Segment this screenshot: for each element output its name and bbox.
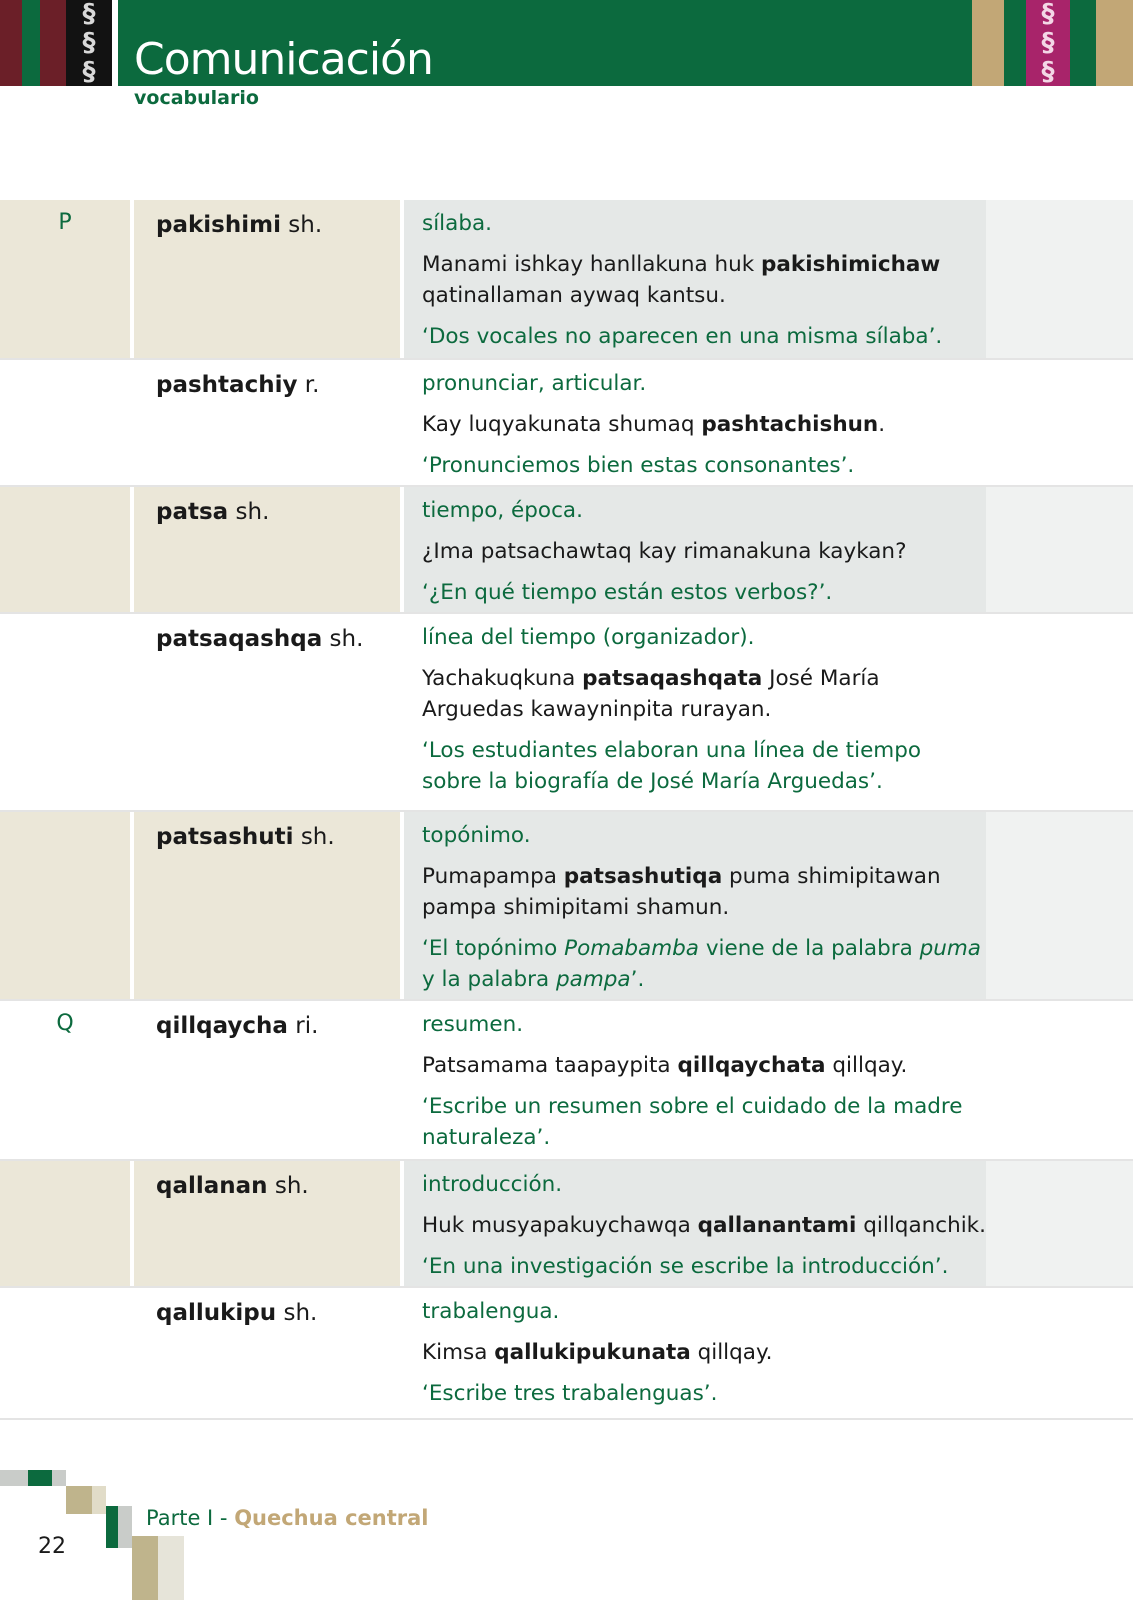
vocabulary-entry [0, 1161, 1133, 1288]
text-segment: puma shimipitawan pampa shimipitami shamun. [422, 864, 941, 920]
footer-block [0, 1470, 28, 1486]
page-title: Comunicación [134, 34, 433, 85]
margin-cell [986, 487, 1133, 612]
text-segment: Pumapampa [422, 864, 564, 889]
grammar-category: sh. [293, 824, 335, 850]
gloss: línea del tiempo (organizador). [422, 625, 755, 650]
text-segment: ‘Pronunciemos bien estas consonantes’. [422, 453, 855, 478]
text-segment: ¿Ima patsachawtaq kay rimanakuna kaykan? [422, 539, 907, 564]
text-segment: Huk musyapakuychawqa [422, 1213, 698, 1238]
definition-cell [404, 1161, 986, 1286]
headword [134, 1161, 400, 1286]
headword [134, 1288, 400, 1418]
text-segment: ‘Los estudiantes elaboran una línea de tiempo sobre la biografía de José María Arguedas’. [422, 738, 922, 794]
header-stripe [972, 0, 1004, 86]
textile-pattern-icon: § § § [1041, 0, 1055, 87]
definition-cell [404, 812, 986, 999]
part-name: Quechua central [234, 1506, 429, 1530]
example-sentence [422, 861, 986, 923]
definition-cell [404, 487, 986, 612]
vocabulary-entry [0, 200, 1133, 360]
grammar-category: sh. [280, 212, 323, 238]
vocabulary-entry [0, 1288, 1133, 1420]
gloss: pronunciar, articular. [422, 371, 647, 396]
gloss: tiempo, época. [422, 498, 583, 523]
index-letter [0, 360, 130, 485]
margin-cell [986, 360, 1133, 485]
margin-cell [986, 812, 1133, 999]
gloss: trabalengua. [422, 1299, 560, 1324]
index-letter [0, 487, 130, 612]
footer-block [66, 1486, 92, 1514]
text-segment: ‘Escribe un resumen sobre el cuidado de la madre naturaleza’. [422, 1094, 963, 1150]
headword-text: patsa [156, 499, 229, 525]
text-segment: pakishimichaw [761, 252, 941, 277]
example-translation [422, 1251, 986, 1282]
header-stripe [1004, 0, 1026, 86]
header-stripe [1070, 0, 1096, 86]
text-segment: ’. [630, 967, 645, 992]
vocabulary-entry [0, 360, 1133, 487]
text-segment: patsaqashqata [582, 666, 763, 691]
page-header [0, 0, 1133, 86]
footer-block [106, 1506, 118, 1548]
footer-block [132, 1536, 158, 1600]
text-segment: Pomabamba [564, 936, 699, 961]
grammar-category: ri. [287, 1013, 319, 1039]
example-translation [422, 933, 986, 995]
margin-cell [986, 200, 1133, 358]
gloss: topónimo. [422, 823, 531, 848]
gloss: sílaba. [422, 211, 492, 236]
example-translation [422, 1091, 986, 1153]
gloss: introducción. [422, 1172, 563, 1197]
margin-cell [986, 1001, 1133, 1159]
definition-cell [404, 1001, 986, 1159]
text-segment: ‘Escribe tres trabalenguas’. [422, 1381, 718, 1406]
index-letter [0, 1161, 130, 1286]
text-segment: qillqay. [690, 1340, 773, 1365]
margin-cell [986, 1161, 1133, 1286]
example-sentence [422, 409, 986, 440]
text-segment: ‘En una investigación se escribe la introducción’. [422, 1254, 949, 1279]
section-subtitle: vocabulario [134, 87, 259, 109]
vocabulary-table [0, 200, 1133, 1420]
text-segment: ‘¿En qué tiempo están estos verbos?’. [422, 580, 833, 605]
text-segment: Patsamama taapaypita [422, 1053, 678, 1078]
vocabulary-entry [0, 1001, 1133, 1161]
margin-cell [986, 1288, 1133, 1418]
example-sentence [422, 663, 986, 725]
example-translation [422, 1378, 986, 1409]
headword-text: qillqaycha [156, 1013, 288, 1039]
example-translation [422, 577, 986, 608]
text-segment: patsashutiqa [563, 864, 723, 889]
part-label: Parte I - [146, 1506, 235, 1530]
text-segment: Manami ishkay hanllakuna huk [422, 252, 762, 277]
text-segment: Kimsa [422, 1340, 495, 1365]
headword [134, 812, 400, 999]
text-segment: viene de la palabra [698, 936, 920, 961]
text-segment: qillqanchik. [856, 1213, 986, 1238]
headword-text: patsashuti [156, 824, 294, 850]
text-segment: pampa [556, 967, 631, 992]
textile-pattern-icon: § § § [82, 0, 96, 87]
header-stripe [40, 0, 66, 86]
text-segment: José María Arguedas kawayninpita rurayan. [422, 666, 880, 722]
footer-block [158, 1536, 184, 1600]
definition-cell [404, 614, 986, 810]
footer-block [28, 1470, 52, 1486]
headword-text: qallanan [156, 1173, 268, 1199]
example-sentence [422, 1210, 986, 1241]
text-segment: Kay luqyakunata shumaq [422, 412, 702, 437]
index-letter [0, 1288, 130, 1418]
footer-block [92, 1486, 106, 1514]
vocabulary-entry [0, 614, 1133, 812]
header-stripe [22, 0, 40, 86]
index-letter [0, 812, 130, 999]
text-segment: puma [919, 936, 981, 961]
grammar-category: sh. [322, 626, 364, 652]
headword-text: pakishimi [156, 212, 281, 238]
grammar-category: r. [297, 372, 320, 398]
example-translation [422, 321, 986, 352]
text-segment: qatinallaman aywaq kantsu. [422, 283, 726, 308]
example-translation [422, 450, 986, 481]
headword [134, 360, 400, 485]
index-letter: P [0, 200, 130, 358]
grammar-category: sh. [276, 1300, 318, 1326]
definition-cell [404, 1288, 986, 1418]
text-segment: qallanantami [697, 1213, 857, 1238]
example-sentence [422, 1337, 986, 1368]
text-segment: y la palabra [422, 967, 557, 992]
page-footer [0, 1470, 1133, 1600]
margin-cell [986, 614, 1133, 810]
headword-text: patsaqashqa [156, 626, 323, 652]
footer-part-label [146, 1506, 428, 1530]
example-sentence [422, 536, 986, 567]
text-segment: ‘El topónimo [422, 936, 565, 961]
header-stripe [0, 0, 22, 86]
index-letter [0, 614, 130, 810]
gloss: resumen. [422, 1012, 524, 1037]
example-sentence [422, 249, 986, 311]
headword [134, 200, 400, 358]
example-sentence [422, 1050, 986, 1081]
text-segment: Yachakuqkuna [422, 666, 583, 691]
vocabulary-entry [0, 812, 1133, 1001]
headword [134, 1001, 400, 1159]
headword-text: pashtachiy [156, 372, 298, 398]
footer-block [52, 1470, 66, 1486]
text-segment: ‘Dos vocales no aparecen en una misma sílaba’. [422, 324, 943, 349]
example-translation [422, 735, 986, 797]
definition-cell [404, 200, 986, 358]
text-segment: pashtachishun [701, 412, 879, 437]
footer-block [118, 1506, 132, 1548]
text-segment: qillqaychata [677, 1053, 826, 1078]
headword-text: qallukipu [156, 1300, 277, 1326]
text-segment: qillqay. [825, 1053, 908, 1078]
headword [134, 487, 400, 612]
grammar-category: sh. [228, 499, 270, 525]
definition-cell [404, 360, 986, 485]
vocabulary-entry [0, 487, 1133, 614]
text-segment: qallukipukunata [494, 1340, 691, 1365]
headword [134, 614, 400, 810]
grammar-category: sh. [267, 1173, 309, 1199]
text-segment: . [878, 412, 886, 437]
header-stripe [1096, 0, 1133, 86]
page-number: 22 [38, 1534, 66, 1559]
index-letter: Q [56, 1011, 74, 1036]
